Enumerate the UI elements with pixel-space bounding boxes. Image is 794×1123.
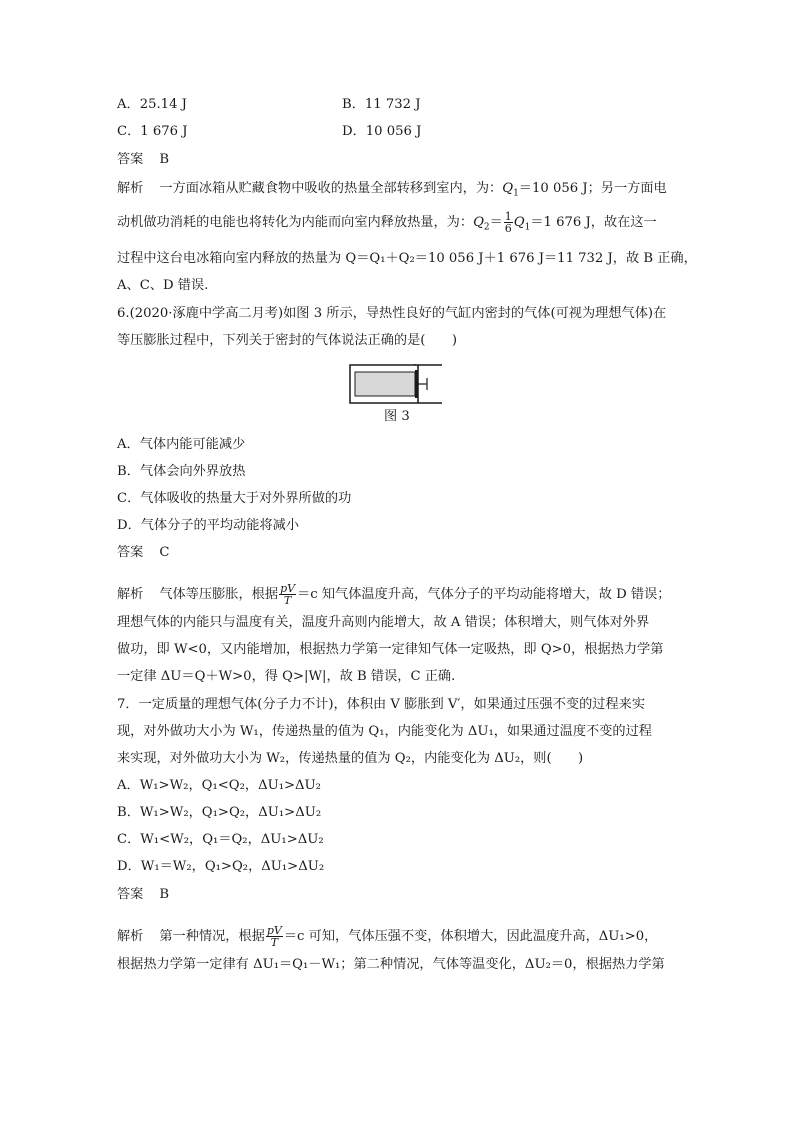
q7-option-d: D．W₁＝W₂，Q₁>Q₂，ΔU₁>ΔU₂ [117, 859, 325, 874]
q6-stem-line-1: 6.(2020·涿鹿中学高二月考)如图 3 所示，导热性良好的气缸内密封的气体(可视为理想气体)在 [117, 306, 667, 321]
answer-label: 答案 [117, 152, 144, 167]
q6-analysis-line-4: 一定律 ΔU＝Q＋W>0，得 Q>|W|，故 B 错误，C 正确. [117, 669, 456, 684]
q7-option-a: A．W₁>W₂，Q₁<Q₂，ΔU₁>ΔU₂ [117, 778, 321, 793]
q5-analysis-line-2: 动机做功消耗的电能也将转化为内能而向室内释放热量，为：$Q_2=$ $\frac{1}{6}$ $Q_1=1$ 676 J，故在这一 [117, 210, 657, 235]
q6-analysis-line-2: 理想气体的内能只与温度有关，温度升高则内能增大，故 A 错误；体积增大，则气体对外界 [117, 615, 650, 630]
answer-value: B [159, 887, 170, 902]
q7-stem-line-3: 来实现，对外做功大小为 W₂，传递热量的值为 Q₂，内能变化为 ΔU₂，则( ) [117, 751, 584, 766]
q6-analysis-line-3: 做功，即 W<0，又内能增加，根据热力学第一定律知气体一定吸热，即 Q>0，根据热力学第 [117, 642, 664, 657]
q6-option-d: D．气体分子的平均动能将减小 [117, 518, 300, 533]
analysis-label: 解析 [117, 587, 144, 602]
answer-value: C [159, 545, 170, 560]
q7-analysis-line-1: 解析 第一种情况，根据 $\frac{pV}{T}$ ＝c 可知，气体压强不变，体积增大，因此温度升高，ΔU₁>0， [117, 924, 658, 949]
cylinder-piston-figure [349, 364, 443, 404]
q5-option-d: D．10 056 J [342, 124, 422, 139]
piston [415, 370, 418, 398]
gas-region [355, 372, 415, 396]
q5-analysis-line-4: A、C、D 错误. [117, 278, 209, 293]
answer-value: B [159, 152, 170, 167]
q5-answer [117, 151, 169, 169]
q7-option-b: B．W₁>W₂，Q₁>Q₂，ΔU₁>ΔU₂ [117, 805, 322, 820]
fraction-pv-over-t: $\frac{pV}{T}$ [266, 924, 282, 949]
q5-option-a: A．25.14 J [117, 97, 187, 112]
q7-stem-line-2: 现，对外做功大小为 W₁，传递热量的值为 Q₁，内能变化为 ΔU₁，如果通过温度不变的过程 [117, 724, 652, 739]
q6-option-b: B．气体会向外界放热 [117, 464, 246, 479]
figure-caption: 图 3 [384, 409, 410, 424]
q5-analysis-line-3: 过程中这台电冰箱向室内释放的热量为 Q＝Q₁＋Q₂＝10 056 J＋1 676 J＝11 732 J，故 B 正确， [117, 251, 697, 266]
q7-answer [117, 886, 169, 904]
q7-analysis-line-2: 根据热力学第一定律有 ΔU₁＝Q₁－W₁；第二种情况，气体等温变化，ΔU₂＝0，根据热力学第 [117, 957, 665, 972]
q5-analysis-line-1: 解析 一方面冰箱从贮藏食物中吸收的热量全部转移到室内，为：$Q_1=10$ 056 J；另一方面电 [117, 181, 667, 199]
q5-option-b: B．11 732 J [342, 97, 421, 112]
q5-option-c: C．1 676 J [117, 124, 188, 139]
q6-stem-line-2: 等压膨胀过程中，下列关于密封的气体说法正确的是( ) [117, 333, 457, 348]
analysis-label: 解析 [117, 181, 144, 196]
q6-analysis-line-1: 解析 气体等压膨胀，根据 $\frac{pV}{T}$ ＝c 知气体温度升高，气体分子的平均动能将增大，故 D 错误； [117, 582, 671, 607]
q7-option-c: C．W₁<W₂，Q₁＝Q₂，ΔU₁>ΔU₂ [117, 832, 324, 847]
fraction-one-sixth: $\frac{1}{6}$ [504, 210, 512, 235]
answer-label: 答案 [117, 887, 144, 902]
q6-answer [117, 544, 169, 562]
q6-option-c: C．气体吸收的热量大于对外界所做的功 [117, 491, 352, 506]
analysis-label: 解析 [117, 929, 144, 944]
q7-stem-line-1: 7．一定质量的理想气体(分子力不计)，体积由 V 膨胀到 V′，如果通过压强不变的过程来实 [117, 697, 646, 712]
answer-label: 答案 [117, 545, 144, 560]
q6-option-a: A．气体内能可能减少 [117, 437, 246, 452]
fraction-pv-over-t: $\frac{pV}{T}$ [280, 582, 296, 607]
